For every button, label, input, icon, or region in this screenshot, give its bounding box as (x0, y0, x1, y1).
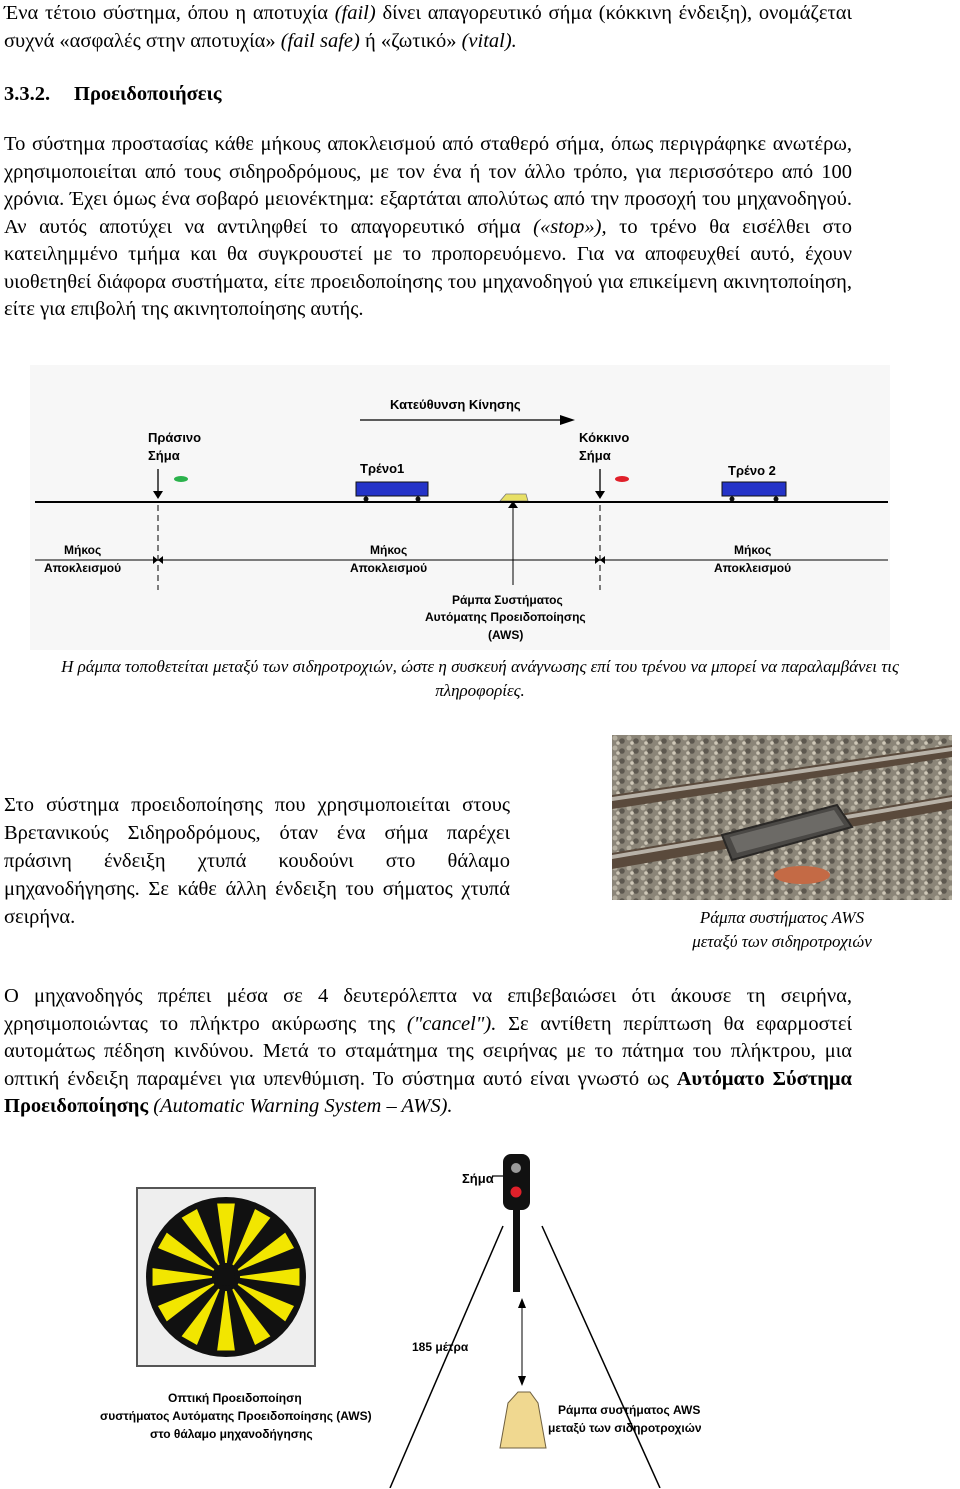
train1-wheel (364, 497, 369, 502)
paragraph-3 (4, 983, 852, 1121)
signal-head (503, 1154, 530, 1210)
para3-cancel: ("cancel"). (406, 1012, 497, 1035)
signal-post (513, 1210, 520, 1292)
indicator-label-2: συστήματος Αυτόματης Προειδοποίησης (AWS) (100, 1409, 372, 1423)
train1 (356, 482, 428, 496)
intro-fail: (fail) (334, 2, 376, 24)
block-section-diagram (30, 365, 890, 650)
red-signal-label-2: Σήμα (579, 448, 611, 463)
ramp-label-1: Ράμπα Συστήματος (452, 593, 563, 607)
green-signal-label-1: Πράσινο (148, 430, 202, 445)
intro-failsafe: (fail safe) (280, 29, 360, 52)
train2-label: Τρένο 2 (728, 463, 776, 478)
indicator-label-3: στο θάλαμο μηχανοδήγησης (150, 1427, 313, 1441)
intro-text-2: δίνει απαγορευτικό σήμα (κόκκινη ένδειξη), ονομάζεται συχνά «ασφαλές στην αποτυχία» (4, 2, 852, 52)
train1-label: Τρένο1 (360, 461, 405, 476)
indicator-label-1: Οπτική Προειδοποίηση (168, 1391, 302, 1405)
block-label-2a: Μήκος (370, 543, 408, 557)
block-label-1b: Αποκλεισμού (44, 561, 122, 575)
block-label-3a: Μήκος (734, 543, 772, 557)
para1-text-1: Το σύστημα προστασίας κάθε μήκους αποκλεισμού από σταθερό σήμα, όπως περιγράφηκε ανωτέρω, χρησιμοποιείται από τους σιδηροδρόμους, με τον ένα ή τον άλλο τρόπο, για περισσότερο από 100 χρόνια. Έχει όμως ένα σοβαρό μειονέκτημα: εξαρτάται απολύτως από την προσοχή του μηχανοδηγού. Αν αυτός αποτύχει να αντιληφθεί το απαγορευτικό σήμα (4, 133, 852, 238)
distance-label: 185 μέτρα (412, 1340, 469, 1354)
para3-text-2: Σε αντίθετη περίπτωση θα εφαρμοστεί αυτομάτως πέδηση κινδύνου. Μετά το σταμάτημα της σειρήνας με το πάτημα του πλήκτρου, μια οπτική ένδειξη παραμένει για υπενθύμιση. Το σύστημα αυτό είναι γνωστό ως (4, 1012, 853, 1090)
para1-stop: («stop»), (533, 215, 607, 238)
block-label-1a: Μήκος (64, 543, 102, 557)
signal-lamp-red (511, 1187, 522, 1198)
train2-wheel (730, 497, 735, 502)
para3-italic: (Automatic Warning System – AWS). (148, 1095, 453, 1117)
para3-bold: Αυτόματο Σύστημα Προειδοποίησης (4, 1067, 852, 1117)
train1-wheel (416, 497, 421, 502)
red-signal-label-1: Κόκκινο (579, 430, 630, 445)
ramp-label-1: Ράμπα συστήματος AWS (558, 1403, 701, 1417)
intro-paragraph (4, 0, 852, 55)
train2-wheel (774, 497, 779, 502)
paragraph-1 (4, 131, 852, 324)
train2 (722, 482, 786, 496)
para3-text-1: Ο μηχανοδηγός πρέπει μέσα σε 4 δευτερόλεπτα να επιβεβαιώσει ότι άκουσε τη σειρήνα, χρησιμοποιώντας το πλήκτρο ακύρωσης της (4, 985, 852, 1035)
debris (774, 866, 830, 884)
green-signal-light (174, 476, 188, 482)
section-title: Προειδοποιήσεις (74, 83, 222, 105)
ramp-label-2: μεταξύ των σιδηροτροχιών (548, 1421, 702, 1435)
indicator-center (217, 1268, 235, 1286)
para1-text-2: το τρένο θα εισέλθει στο κατειλημμένο τμήμα και θα συγκρουστεί με το προπορευόμενο. Για να αποφευχθεί αυτό, έχουν υιοθετηθεί διάφορα συστήματα, είτε προειδοποίησης του μηχανοδηγού για επικείμενη ακινητοποίηση, είτε για επιβολή της ακινητοποίησης αυτής. (4, 215, 852, 320)
section-heading (4, 83, 222, 106)
block-label-2b: Αποκλεισμού (350, 561, 428, 575)
block-label-3b: Αποκλεισμού (714, 561, 792, 575)
intro-vital: (vital). (461, 29, 517, 52)
signal-lamp-off (511, 1163, 521, 1173)
photo-caption-line-2: μεταξύ των σιδηροτροχιών (692, 932, 872, 951)
aws-ramp-photo (612, 735, 952, 900)
red-signal-light (615, 476, 629, 482)
photo-caption (612, 906, 952, 954)
direction-label: Κατεύθυνση Κίνησης (390, 397, 521, 412)
ramp-label-2: Αυτόματης Προειδοποίησης (425, 610, 586, 624)
intro-text-3: ή «ζωτικό» (359, 29, 462, 52)
paragraph-2: Στο σύστημα προειδοποίησης που χρησιμοποιείται στους Βρετανικούς Σιδηροδρόμους, όταν ένα σήμα παρέχει πράσινη ένδειξη χτυπά κουδούνι στο θάλαμο μηχανοδήγησης. Σε κάθε άλλη ένδειξη του σήματος χτυπά σειρήνα. (4, 794, 510, 928)
signal-label: Σήμα (462, 1171, 494, 1186)
green-signal-label-2: Σήμα (148, 448, 180, 463)
intro-text-1: Ένα τέτοιο σύστημα, όπου η αποτυχία (4, 2, 335, 24)
ramp-label-3: (AWS) (488, 628, 524, 642)
diagram-caption: Η ράμπα τοποθετείται μεταξύ των σιδηροτροχιών, ώστε η συσκευή ανάγνωσης επί του τρένου να μπορεί να παραλαμβάνει τις πληροφορίες. (61, 657, 899, 700)
photo-caption-line-1: Ράμπα συστήματος AWS (699, 908, 865, 927)
section-number: 3.3.2. (4, 83, 51, 105)
aws-indicator-diagram (90, 1148, 760, 1488)
